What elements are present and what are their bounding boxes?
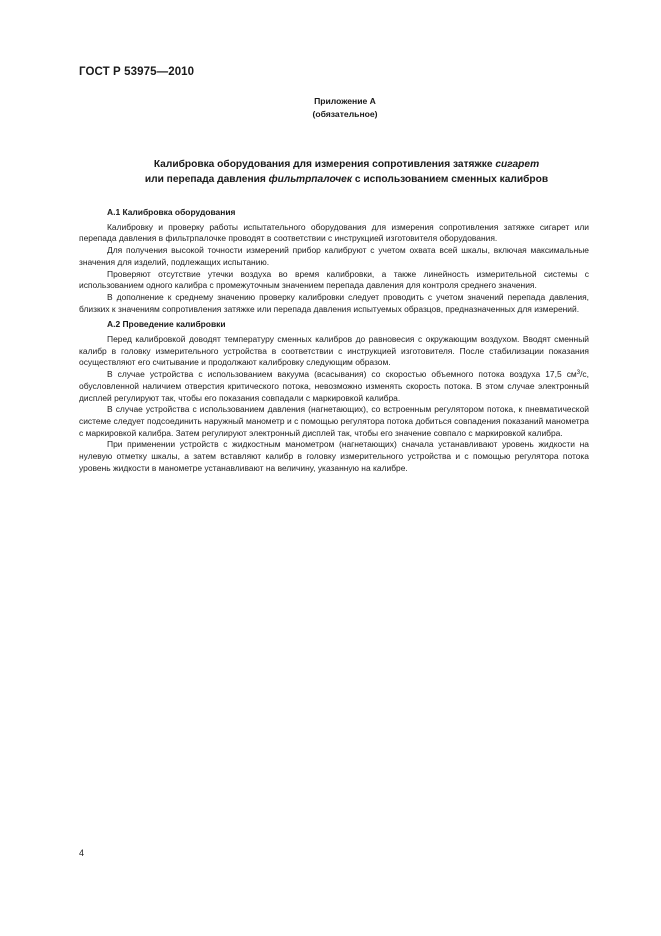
title-text: с использованием сменных калибров bbox=[352, 174, 549, 185]
paragraph-text: В случае устройства с использованием вакуума (всасывания) со скоростью объемного потока воздуха 17,5 см bbox=[107, 369, 577, 380]
title-line-2 bbox=[79, 172, 614, 187]
page-number: 4 bbox=[79, 848, 85, 858]
standard-header: ГОСТ Р 53975—2010 bbox=[79, 66, 195, 78]
paragraph: В случае устройства с использованием давления (нагнетающих), со встроенным регулятором потока, к пневматической системе следует подсоединить наружный манометр и с помощью регулятора потока добиться совпадения показаний манометра с маркировкой калибра. Затем регулируют электронный дисплей так, чтобы его значение совпало с маркировкой калибра. bbox=[79, 404, 589, 438]
title-italic: сигарет bbox=[495, 159, 540, 170]
paragraph: Проверяют отсутствие утечки воздуха во время калибровки, а также линейность измерительной системы с использованием одного калибра с промежуточным значением перепада давления для контроля среднего значения. bbox=[79, 268, 589, 291]
paragraph: Для получения высокой точности измерений прибор калибруют с учетом охвата всей шкалы, включая максимальные значения для изделий, подлежащих испытанию. bbox=[79, 245, 589, 267]
paragraph: В дополнение к среднему значению проверку калибровки следует проводить с учетом значений перепада давления, близких к значениям сопротивления затяжке или перепада давления испытуемых образцов, предназначенных для измерений. bbox=[79, 291, 589, 314]
paragraph: Калибровку и проверку работы испытательного оборудования для измерения сопротивления затяжке сигарет или перепада давления в фильтрпалочке проводят в соответствии с инструкцией изготовителя оборудования. bbox=[79, 221, 589, 244]
paragraph: При применении устройств с жидкостным манометром (нагнетающих) сначала устанавливают уровень жидкости на нулевую отметку шкалы, а затем вставляют калибр в головку измерительного устройства и с помощью регулятора потока уровень жидкости в манометре устанавливают на величину, указанную на калибре. bbox=[79, 439, 589, 473]
paragraph bbox=[79, 369, 589, 404]
section-heading-a2: А.2 Проведение калибровки bbox=[107, 319, 226, 330]
paragraph: Перед калибровкой доводят температуру сменных калибров до равновесия с окружающим воздухом. Вводят сменный калибр в головку измерительного устройства в соответствии с инструкцией изготовителя. После стабилизации показания осуществляют его считывание и продолжают калибровку следующим образом. bbox=[79, 334, 589, 368]
annex-title bbox=[79, 157, 614, 187]
superscript: 3 bbox=[576, 370, 581, 377]
paragraph-text: /с, обусловленной наличием отверстия критического потока, невозможно изменять скорость потока. В этом случае электронный дисплей регулируют так, чтобы его показания совпадали с маркировкой калибра. bbox=[79, 369, 589, 403]
annex-label: Приложение А bbox=[314, 96, 376, 106]
annex-status: (обязательное) bbox=[312, 109, 378, 119]
annex-block bbox=[230, 95, 460, 121]
title-line-1 bbox=[79, 157, 614, 172]
document-body bbox=[79, 207, 589, 474]
title-text: Калибровка оборудования для измерения сопротивления затяжке bbox=[153, 159, 496, 170]
title-italic: фильтрпалочек bbox=[268, 174, 352, 185]
section-heading-a1: А.1 Калибровка оборудования bbox=[107, 207, 236, 217]
title-text: или перепада давления bbox=[144, 174, 269, 185]
